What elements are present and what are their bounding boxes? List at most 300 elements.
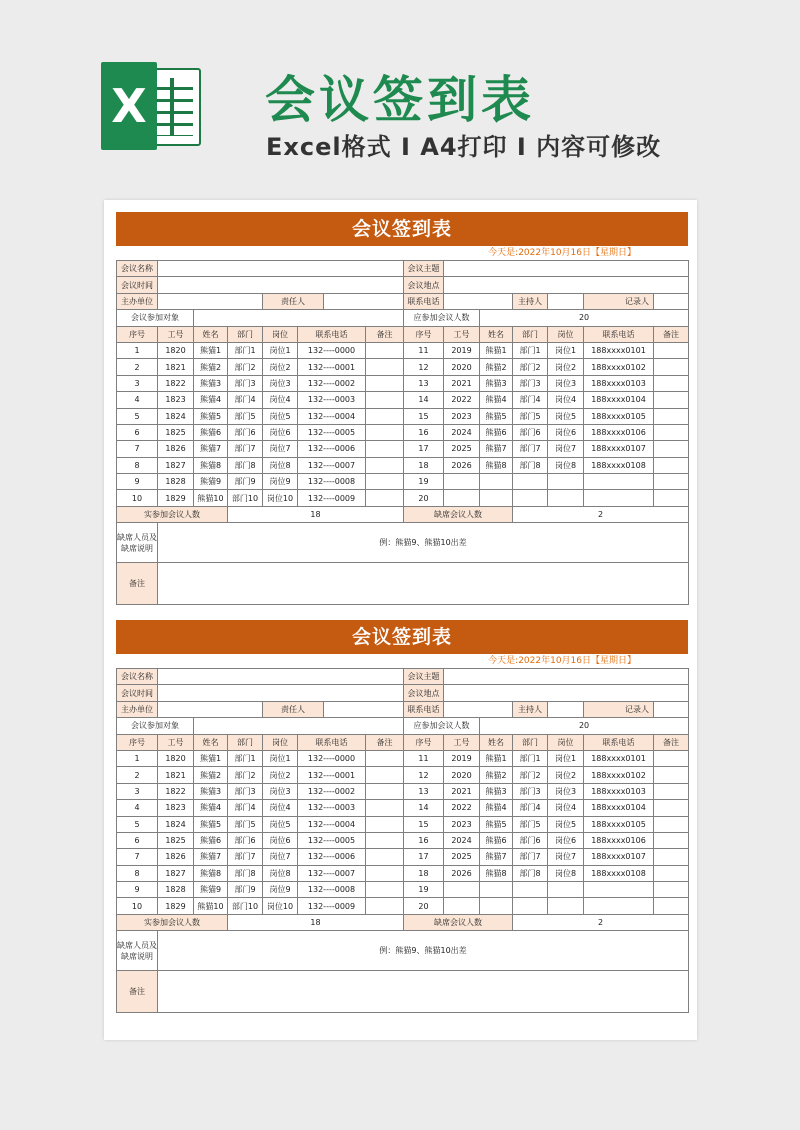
- left-cell[interactable]: 1822: [158, 783, 194, 799]
- left-cell[interactable]: 132----0007: [298, 865, 366, 881]
- right-cell[interactable]: [654, 767, 689, 783]
- absentee-note[interactable]: 例：熊猫9、熊猫10出差: [158, 931, 689, 971]
- left-cell[interactable]: 4: [117, 392, 158, 408]
- left-cell[interactable]: 熊猫9: [194, 882, 228, 898]
- left-cell[interactable]: 3: [117, 783, 158, 799]
- left-cell[interactable]: [366, 882, 404, 898]
- right-cell[interactable]: 188xxxx0105: [584, 816, 654, 832]
- right-cell[interactable]: 12: [404, 359, 444, 375]
- left-cell[interactable]: 1829: [158, 490, 194, 506]
- right-cell[interactable]: 20: [404, 898, 444, 914]
- person-in-charge-field[interactable]: [324, 701, 404, 717]
- left-cell[interactable]: 9: [117, 882, 158, 898]
- left-cell[interactable]: 5: [117, 408, 158, 424]
- left-cell[interactable]: 1826: [158, 441, 194, 457]
- right-cell[interactable]: 熊猫4: [480, 800, 513, 816]
- right-cell[interactable]: 2025: [444, 441, 480, 457]
- right-cell[interactable]: 2020: [444, 359, 480, 375]
- left-cell[interactable]: 部门4: [228, 392, 263, 408]
- left-cell[interactable]: 8: [117, 457, 158, 473]
- left-cell[interactable]: 6: [117, 424, 158, 440]
- left-cell[interactable]: 部门2: [228, 767, 263, 783]
- right-cell[interactable]: 熊猫4: [480, 392, 513, 408]
- right-cell[interactable]: 熊猫5: [480, 816, 513, 832]
- left-cell[interactable]: 1820: [158, 750, 194, 766]
- host-unit-field[interactable]: [158, 293, 263, 309]
- right-cell[interactable]: 188xxxx0103: [584, 375, 654, 391]
- actual-count-value[interactable]: 18: [228, 506, 404, 522]
- left-cell[interactable]: 5: [117, 816, 158, 832]
- right-cell[interactable]: 熊猫1: [480, 342, 513, 358]
- right-cell[interactable]: 熊猫7: [480, 441, 513, 457]
- left-cell[interactable]: 部门2: [228, 359, 263, 375]
- expected-count-value[interactable]: 20: [480, 310, 689, 326]
- left-cell[interactable]: 岗位8: [263, 865, 298, 881]
- participants-object-field[interactable]: [194, 718, 404, 734]
- right-cell[interactable]: 2022: [444, 800, 480, 816]
- right-cell[interactable]: 11: [404, 342, 444, 358]
- left-cell[interactable]: [366, 750, 404, 766]
- left-cell[interactable]: 132----0009: [298, 490, 366, 506]
- right-cell[interactable]: 岗位8: [548, 865, 584, 881]
- left-cell[interactable]: 132----0006: [298, 849, 366, 865]
- right-cell[interactable]: 15: [404, 408, 444, 424]
- right-cell[interactable]: 188xxxx0107: [584, 441, 654, 457]
- meeting-topic-field[interactable]: [444, 669, 689, 685]
- right-cell[interactable]: [654, 882, 689, 898]
- right-cell[interactable]: 岗位1: [548, 750, 584, 766]
- right-cell[interactable]: [444, 474, 480, 490]
- right-cell[interactable]: 熊猫7: [480, 849, 513, 865]
- left-cell[interactable]: 1821: [158, 359, 194, 375]
- right-cell[interactable]: 16: [404, 832, 444, 848]
- right-cell[interactable]: 17: [404, 849, 444, 865]
- absentee-note[interactable]: 例：熊猫9、熊猫10出差: [158, 523, 689, 563]
- right-cell[interactable]: 2019: [444, 750, 480, 766]
- left-cell[interactable]: 岗位7: [263, 849, 298, 865]
- right-cell[interactable]: 13: [404, 375, 444, 391]
- right-cell[interactable]: 部门1: [513, 750, 548, 766]
- right-cell[interactable]: 188xxxx0104: [584, 800, 654, 816]
- left-cell[interactable]: 熊猫6: [194, 424, 228, 440]
- left-cell[interactable]: 132----0000: [298, 750, 366, 766]
- left-cell[interactable]: 岗位4: [263, 800, 298, 816]
- left-cell[interactable]: 部门10: [228, 898, 263, 914]
- right-cell[interactable]: 部门5: [513, 816, 548, 832]
- right-cell[interactable]: [480, 474, 513, 490]
- right-cell[interactable]: 19: [404, 882, 444, 898]
- left-cell[interactable]: [366, 342, 404, 358]
- left-cell[interactable]: 1824: [158, 408, 194, 424]
- left-cell[interactable]: [366, 375, 404, 391]
- left-cell[interactable]: 1823: [158, 392, 194, 408]
- right-cell[interactable]: 188xxxx0106: [584, 424, 654, 440]
- left-cell[interactable]: 132----0001: [298, 767, 366, 783]
- right-cell[interactable]: [513, 898, 548, 914]
- left-cell[interactable]: 1828: [158, 882, 194, 898]
- right-cell[interactable]: 188xxxx0101: [584, 342, 654, 358]
- left-cell[interactable]: 10: [117, 898, 158, 914]
- left-cell[interactable]: 1825: [158, 424, 194, 440]
- left-cell[interactable]: 部门5: [228, 816, 263, 832]
- right-cell[interactable]: 部门3: [513, 375, 548, 391]
- left-cell[interactable]: 部门7: [228, 441, 263, 457]
- right-cell[interactable]: 岗位2: [548, 359, 584, 375]
- right-cell[interactable]: 岗位3: [548, 783, 584, 799]
- left-cell[interactable]: 1820: [158, 342, 194, 358]
- right-cell[interactable]: 岗位7: [548, 849, 584, 865]
- right-cell[interactable]: 17: [404, 441, 444, 457]
- right-cell[interactable]: 熊猫8: [480, 457, 513, 473]
- left-cell[interactable]: 岗位6: [263, 424, 298, 440]
- right-cell[interactable]: [584, 490, 654, 506]
- left-cell[interactable]: 132----0003: [298, 392, 366, 408]
- right-cell[interactable]: [513, 490, 548, 506]
- left-cell[interactable]: 熊猫7: [194, 849, 228, 865]
- right-cell[interactable]: [444, 898, 480, 914]
- left-cell[interactable]: 1823: [158, 800, 194, 816]
- left-cell[interactable]: 熊猫4: [194, 800, 228, 816]
- left-cell[interactable]: 岗位1: [263, 342, 298, 358]
- left-cell[interactable]: 8: [117, 865, 158, 881]
- right-cell[interactable]: 部门6: [513, 424, 548, 440]
- left-cell[interactable]: 部门7: [228, 849, 263, 865]
- right-cell[interactable]: 188xxxx0108: [584, 457, 654, 473]
- remark-field[interactable]: [158, 971, 689, 1013]
- right-cell[interactable]: [548, 898, 584, 914]
- right-cell[interactable]: 部门5: [513, 408, 548, 424]
- left-cell[interactable]: 熊猫4: [194, 392, 228, 408]
- right-cell[interactable]: [480, 898, 513, 914]
- left-cell[interactable]: 岗位9: [263, 474, 298, 490]
- recorder-field[interactable]: [654, 701, 689, 717]
- left-cell[interactable]: [366, 490, 404, 506]
- right-cell[interactable]: [654, 375, 689, 391]
- left-cell[interactable]: 部门8: [228, 457, 263, 473]
- left-cell[interactable]: 部门4: [228, 800, 263, 816]
- right-cell[interactable]: 部门2: [513, 767, 548, 783]
- left-cell[interactable]: 部门9: [228, 474, 263, 490]
- right-cell[interactable]: [480, 882, 513, 898]
- left-cell[interactable]: [366, 865, 404, 881]
- right-cell[interactable]: 部门8: [513, 865, 548, 881]
- left-cell[interactable]: 部门1: [228, 342, 263, 358]
- left-cell[interactable]: 1828: [158, 474, 194, 490]
- right-cell[interactable]: 188xxxx0102: [584, 767, 654, 783]
- left-cell[interactable]: 132----0002: [298, 783, 366, 799]
- left-cell[interactable]: 部门6: [228, 832, 263, 848]
- left-cell[interactable]: 熊猫8: [194, 457, 228, 473]
- left-cell[interactable]: 部门6: [228, 424, 263, 440]
- right-cell[interactable]: 2026: [444, 865, 480, 881]
- right-cell[interactable]: 熊猫2: [480, 359, 513, 375]
- left-cell[interactable]: 6: [117, 832, 158, 848]
- right-cell[interactable]: [654, 490, 689, 506]
- left-cell[interactable]: 1825: [158, 832, 194, 848]
- left-cell[interactable]: 132----0006: [298, 441, 366, 457]
- left-cell[interactable]: [366, 441, 404, 457]
- left-cell[interactable]: 部门5: [228, 408, 263, 424]
- left-cell[interactable]: 熊猫10: [194, 490, 228, 506]
- left-cell[interactable]: 1826: [158, 849, 194, 865]
- left-cell[interactable]: 部门3: [228, 783, 263, 799]
- right-cell[interactable]: [548, 474, 584, 490]
- right-cell[interactable]: [444, 490, 480, 506]
- meeting-name-field[interactable]: [158, 669, 404, 685]
- right-cell[interactable]: [654, 408, 689, 424]
- right-cell[interactable]: [584, 474, 654, 490]
- right-cell[interactable]: 岗位4: [548, 392, 584, 408]
- right-cell[interactable]: 188xxxx0102: [584, 359, 654, 375]
- participants-object-field[interactable]: [194, 310, 404, 326]
- host-field[interactable]: [548, 293, 584, 309]
- left-cell[interactable]: 1829: [158, 898, 194, 914]
- left-cell[interactable]: 熊猫7: [194, 441, 228, 457]
- left-cell[interactable]: 部门8: [228, 865, 263, 881]
- contact-phone-field[interactable]: [444, 293, 513, 309]
- left-cell[interactable]: 2: [117, 359, 158, 375]
- right-cell[interactable]: 岗位4: [548, 800, 584, 816]
- left-cell[interactable]: 岗位4: [263, 392, 298, 408]
- left-cell[interactable]: 132----0005: [298, 832, 366, 848]
- right-cell[interactable]: 熊猫5: [480, 408, 513, 424]
- left-cell[interactable]: 部门3: [228, 375, 263, 391]
- right-cell[interactable]: 18: [404, 865, 444, 881]
- right-cell[interactable]: 18: [404, 457, 444, 473]
- left-cell[interactable]: 熊猫5: [194, 816, 228, 832]
- right-cell[interactable]: [654, 441, 689, 457]
- left-cell[interactable]: [366, 816, 404, 832]
- left-cell[interactable]: 4: [117, 800, 158, 816]
- left-cell[interactable]: 熊猫3: [194, 783, 228, 799]
- right-cell[interactable]: 2025: [444, 849, 480, 865]
- left-cell[interactable]: 岗位10: [263, 898, 298, 914]
- right-cell[interactable]: 2019: [444, 342, 480, 358]
- right-cell[interactable]: 熊猫1: [480, 750, 513, 766]
- left-cell[interactable]: [366, 832, 404, 848]
- right-cell[interactable]: 2026: [444, 457, 480, 473]
- host-unit-field[interactable]: [158, 701, 263, 717]
- left-cell[interactable]: 熊猫10: [194, 898, 228, 914]
- right-cell[interactable]: 岗位3: [548, 375, 584, 391]
- right-cell[interactable]: [654, 832, 689, 848]
- right-cell[interactable]: [654, 816, 689, 832]
- right-cell[interactable]: 部门6: [513, 832, 548, 848]
- right-cell[interactable]: [654, 865, 689, 881]
- left-cell[interactable]: 10: [117, 490, 158, 506]
- left-cell[interactable]: 132----0000: [298, 342, 366, 358]
- left-cell[interactable]: [366, 849, 404, 865]
- left-cell[interactable]: 岗位7: [263, 441, 298, 457]
- right-cell[interactable]: 11: [404, 750, 444, 766]
- right-cell[interactable]: 16: [404, 424, 444, 440]
- meeting-name-field[interactable]: [158, 261, 404, 277]
- right-cell[interactable]: 2023: [444, 408, 480, 424]
- right-cell[interactable]: [444, 882, 480, 898]
- left-cell[interactable]: 132----0008: [298, 882, 366, 898]
- right-cell[interactable]: 188xxxx0107: [584, 849, 654, 865]
- right-cell[interactable]: 熊猫3: [480, 783, 513, 799]
- right-cell[interactable]: 19: [404, 474, 444, 490]
- right-cell[interactable]: 熊猫8: [480, 865, 513, 881]
- left-cell[interactable]: [366, 767, 404, 783]
- right-cell[interactable]: 岗位2: [548, 767, 584, 783]
- left-cell[interactable]: 岗位6: [263, 832, 298, 848]
- right-cell[interactable]: [654, 457, 689, 473]
- right-cell[interactable]: [654, 783, 689, 799]
- right-cell[interactable]: 岗位7: [548, 441, 584, 457]
- left-cell[interactable]: 部门10: [228, 490, 263, 506]
- left-cell[interactable]: 132----0001: [298, 359, 366, 375]
- meeting-time-field[interactable]: [158, 277, 404, 293]
- left-cell[interactable]: 岗位3: [263, 783, 298, 799]
- left-cell[interactable]: 132----0004: [298, 816, 366, 832]
- left-cell[interactable]: 岗位9: [263, 882, 298, 898]
- left-cell[interactable]: 132----0002: [298, 375, 366, 391]
- right-cell[interactable]: [654, 849, 689, 865]
- right-cell[interactable]: 12: [404, 767, 444, 783]
- left-cell[interactable]: 岗位2: [263, 359, 298, 375]
- right-cell[interactable]: 188xxxx0104: [584, 392, 654, 408]
- left-cell[interactable]: 132----0009: [298, 898, 366, 914]
- right-cell[interactable]: 14: [404, 392, 444, 408]
- recorder-field[interactable]: [654, 293, 689, 309]
- right-cell[interactable]: [513, 474, 548, 490]
- left-cell[interactable]: 1827: [158, 865, 194, 881]
- right-cell[interactable]: 15: [404, 816, 444, 832]
- meeting-place-field[interactable]: [444, 277, 689, 293]
- right-cell[interactable]: 岗位1: [548, 342, 584, 358]
- right-cell[interactable]: [480, 490, 513, 506]
- right-cell[interactable]: 2023: [444, 816, 480, 832]
- right-cell[interactable]: [584, 882, 654, 898]
- left-cell[interactable]: 1821: [158, 767, 194, 783]
- left-cell[interactable]: 熊猫1: [194, 342, 228, 358]
- right-cell[interactable]: [654, 392, 689, 408]
- right-cell[interactable]: [654, 898, 689, 914]
- right-cell[interactable]: 岗位5: [548, 816, 584, 832]
- left-cell[interactable]: 7: [117, 441, 158, 457]
- right-cell[interactable]: 岗位6: [548, 424, 584, 440]
- left-cell[interactable]: [366, 392, 404, 408]
- right-cell[interactable]: 熊猫6: [480, 424, 513, 440]
- left-cell[interactable]: 岗位2: [263, 767, 298, 783]
- right-cell[interactable]: [654, 342, 689, 358]
- right-cell[interactable]: 188xxxx0101: [584, 750, 654, 766]
- left-cell[interactable]: 2: [117, 767, 158, 783]
- left-cell[interactable]: 3: [117, 375, 158, 391]
- right-cell[interactable]: [548, 882, 584, 898]
- right-cell[interactable]: [548, 490, 584, 506]
- left-cell[interactable]: [366, 474, 404, 490]
- right-cell[interactable]: 熊猫3: [480, 375, 513, 391]
- remark-field[interactable]: [158, 563, 689, 605]
- expected-count-value[interactable]: 20: [480, 718, 689, 734]
- right-cell[interactable]: 188xxxx0106: [584, 832, 654, 848]
- right-cell[interactable]: [654, 474, 689, 490]
- absent-count-value[interactable]: 2: [513, 914, 689, 930]
- right-cell[interactable]: 岗位8: [548, 457, 584, 473]
- host-field[interactable]: [548, 701, 584, 717]
- left-cell[interactable]: [366, 457, 404, 473]
- right-cell[interactable]: [654, 750, 689, 766]
- right-cell[interactable]: 部门4: [513, 392, 548, 408]
- left-cell[interactable]: 1827: [158, 457, 194, 473]
- left-cell[interactable]: 132----0003: [298, 800, 366, 816]
- left-cell[interactable]: 7: [117, 849, 158, 865]
- right-cell[interactable]: [654, 800, 689, 816]
- left-cell[interactable]: 132----0007: [298, 457, 366, 473]
- left-cell[interactable]: [366, 359, 404, 375]
- left-cell[interactable]: 1: [117, 750, 158, 766]
- left-cell[interactable]: 熊猫2: [194, 767, 228, 783]
- right-cell[interactable]: 2021: [444, 783, 480, 799]
- left-cell[interactable]: [366, 800, 404, 816]
- right-cell[interactable]: 部门7: [513, 441, 548, 457]
- right-cell[interactable]: 188xxxx0103: [584, 783, 654, 799]
- right-cell[interactable]: [584, 898, 654, 914]
- left-cell[interactable]: 132----0004: [298, 408, 366, 424]
- person-in-charge-field[interactable]: [324, 293, 404, 309]
- right-cell[interactable]: 部门1: [513, 342, 548, 358]
- contact-phone-field[interactable]: [444, 701, 513, 717]
- left-cell[interactable]: 岗位5: [263, 816, 298, 832]
- meeting-time-field[interactable]: [158, 685, 404, 701]
- left-cell[interactable]: 132----0008: [298, 474, 366, 490]
- right-cell[interactable]: 部门7: [513, 849, 548, 865]
- left-cell[interactable]: [366, 783, 404, 799]
- actual-count-value[interactable]: 18: [228, 914, 404, 930]
- right-cell[interactable]: 2024: [444, 424, 480, 440]
- right-cell[interactable]: 20: [404, 490, 444, 506]
- right-cell[interactable]: 岗位6: [548, 832, 584, 848]
- right-cell[interactable]: [654, 359, 689, 375]
- right-cell[interactable]: 2021: [444, 375, 480, 391]
- left-cell[interactable]: 岗位3: [263, 375, 298, 391]
- left-cell[interactable]: 岗位10: [263, 490, 298, 506]
- left-cell[interactable]: 熊猫8: [194, 865, 228, 881]
- left-cell[interactable]: 9: [117, 474, 158, 490]
- right-cell[interactable]: 188xxxx0105: [584, 408, 654, 424]
- left-cell[interactable]: 岗位1: [263, 750, 298, 766]
- left-cell[interactable]: 熊猫3: [194, 375, 228, 391]
- left-cell[interactable]: [366, 424, 404, 440]
- right-cell[interactable]: 14: [404, 800, 444, 816]
- right-cell[interactable]: 13: [404, 783, 444, 799]
- left-cell[interactable]: 1822: [158, 375, 194, 391]
- right-cell[interactable]: 2022: [444, 392, 480, 408]
- right-cell[interactable]: 部门8: [513, 457, 548, 473]
- meeting-topic-field[interactable]: [444, 261, 689, 277]
- right-cell[interactable]: 188xxxx0108: [584, 865, 654, 881]
- right-cell[interactable]: 岗位5: [548, 408, 584, 424]
- left-cell[interactable]: 岗位5: [263, 408, 298, 424]
- left-cell[interactable]: 熊猫9: [194, 474, 228, 490]
- right-cell[interactable]: [654, 424, 689, 440]
- right-cell[interactable]: 熊猫2: [480, 767, 513, 783]
- left-cell[interactable]: 132----0005: [298, 424, 366, 440]
- meeting-place-field[interactable]: [444, 685, 689, 701]
- left-cell[interactable]: 熊猫6: [194, 832, 228, 848]
- left-cell[interactable]: 岗位8: [263, 457, 298, 473]
- right-cell[interactable]: 部门3: [513, 783, 548, 799]
- absent-count-value[interactable]: 2: [513, 506, 689, 522]
- right-cell[interactable]: 2024: [444, 832, 480, 848]
- left-cell[interactable]: 部门1: [228, 750, 263, 766]
- right-cell[interactable]: 部门4: [513, 800, 548, 816]
- left-cell[interactable]: 1824: [158, 816, 194, 832]
- right-cell[interactable]: 部门2: [513, 359, 548, 375]
